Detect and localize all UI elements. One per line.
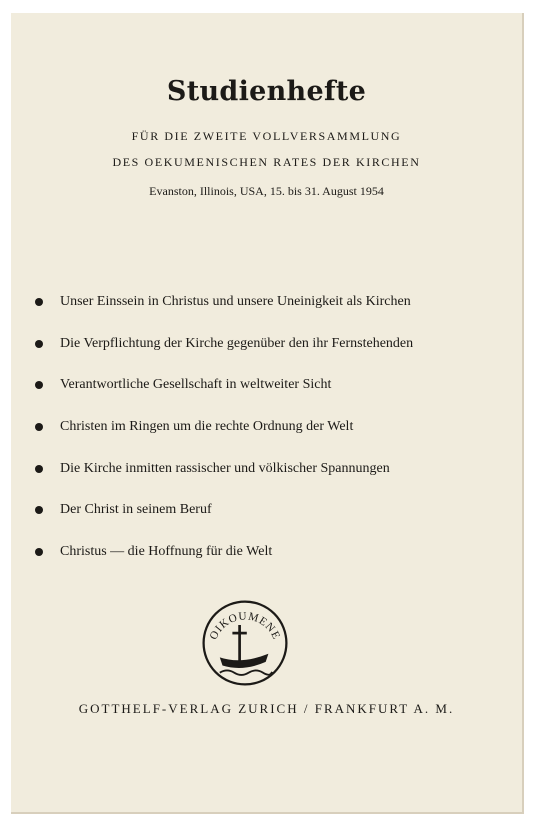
- topic-label: Der Christ in seinem Beruf: [60, 502, 212, 518]
- document-page: [11, 13, 524, 814]
- topic-label: Christen im Ringen um die rechte Ordnung der Welt: [60, 418, 354, 434]
- topic-item: [35, 531, 413, 573]
- topic-label: Die Kirche inmitten rassischer und völkischer Spannungen: [60, 460, 390, 476]
- subtitle-line-1: FÜR DIE ZWEITE VOLLVERSAMMLUNG: [131, 129, 402, 143]
- bullet-icon: [35, 298, 43, 306]
- bullet-icon: [35, 465, 43, 473]
- topic-list: [35, 281, 413, 573]
- publisher: GOTTHELF-VERLAG ZURICH / FRANKFURT A. M.: [78, 701, 455, 716]
- topic-item: [35, 489, 413, 531]
- dateline: Evanston, Illinois, USA, 15. bis 31. August 1954: [149, 184, 384, 198]
- oikoumene-emblem-icon: [200, 598, 290, 688]
- topic-item: [35, 364, 413, 406]
- bullet-icon: [35, 340, 43, 348]
- bullet-icon: [35, 548, 43, 556]
- emblem-text: OIKOUMENE: [207, 610, 283, 642]
- svg-text:OIKOUMENE: [208, 610, 283, 641]
- bullet-icon: [35, 381, 43, 389]
- topic-label: Unser Einssein in Christus und unsere Uneinigkeit als Kirchen: [60, 293, 411, 309]
- topic-label: Die Verpflichtung der Kirche gegenüber den ihr Fernstehenden: [60, 335, 414, 351]
- topic-label: Christus — die Hoffnung für die Welt: [60, 543, 273, 559]
- topic-item: [35, 323, 413, 365]
- page-title: Studienhefte: [166, 76, 367, 107]
- topic-label: Verantwortliche Gesellschaft in weltweiter Sicht: [60, 377, 332, 393]
- bullet-icon: [35, 506, 43, 514]
- topic-item: [35, 406, 413, 448]
- topic-item: [35, 448, 413, 490]
- subtitle-line-2: DES OEKUMENISCHEN RATES DER KIRCHEN: [112, 155, 421, 169]
- topic-item: [35, 281, 413, 323]
- bullet-icon: [35, 423, 43, 431]
